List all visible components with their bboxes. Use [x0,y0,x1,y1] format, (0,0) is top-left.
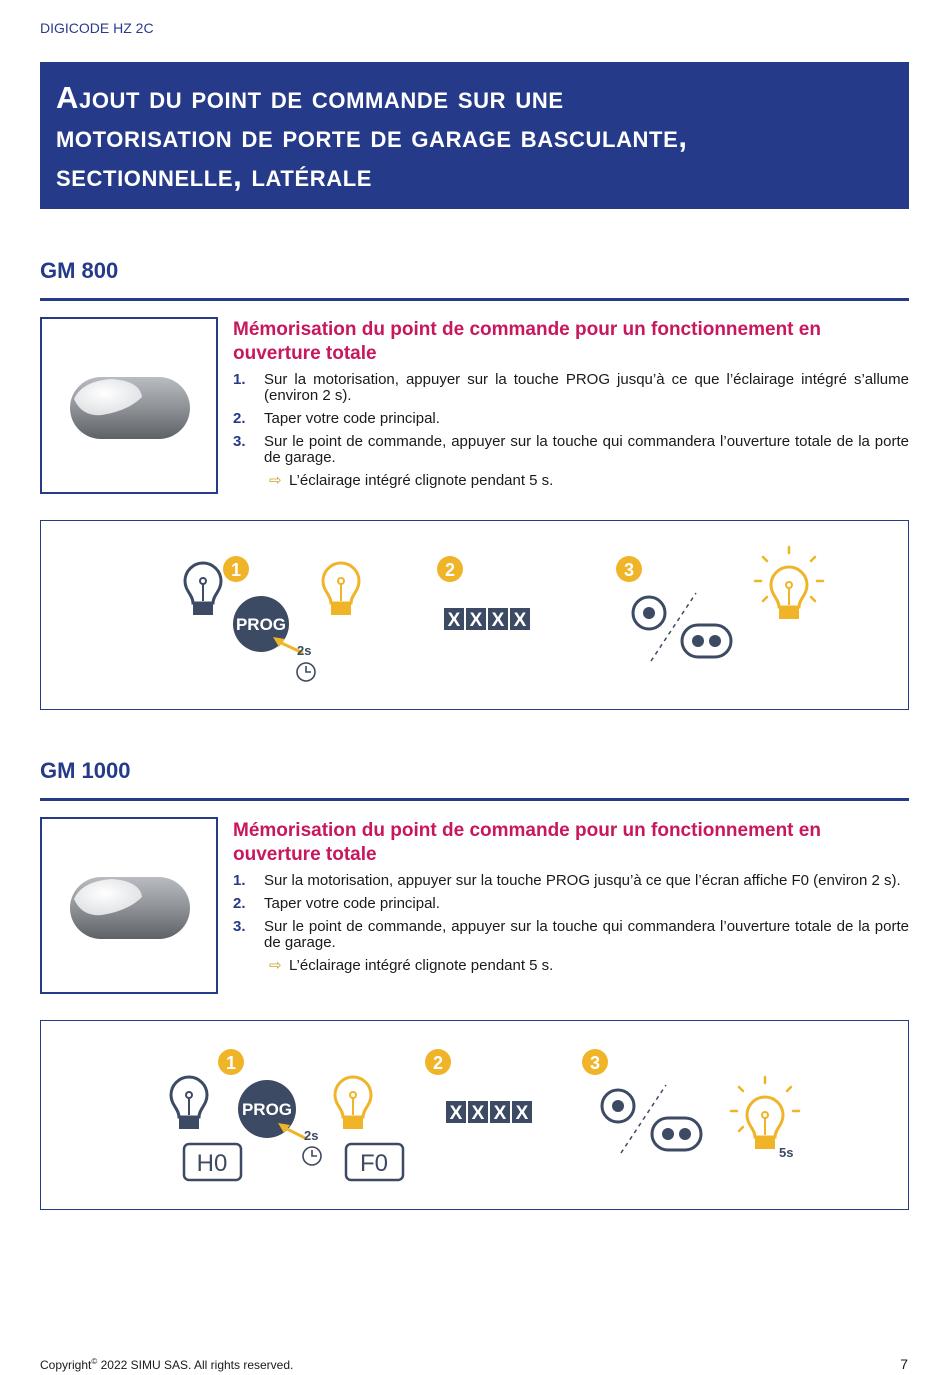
duration-label: 2s [297,643,312,658]
svg-text:X: X [447,610,461,631]
arrow-right-icon: ⇨ [269,472,282,489]
bulb-on-icon [335,1077,371,1129]
procedure-diagram [40,1020,909,1210]
section-divider [40,298,909,301]
document-header: DIGICODE HZ 2C [40,20,154,36]
step-badge-1 [223,556,249,582]
prog-button-icon [238,1080,305,1138]
copyright: Copyright© 2022 SIMU SAS. All rights reserved. [40,1357,294,1372]
blink-duration-label: 5s [779,1145,794,1160]
list-item: 2. Taper votre code principal. [233,410,440,427]
section-title: GM 800 [40,258,119,283]
instruction-block [233,819,909,974]
bulb-blinking-icon [755,547,823,619]
display-before [184,1144,241,1180]
step-badge-3 [616,556,642,582]
page-number: 7 [900,1356,908,1372]
svg-text:PROG: PROG [241,1100,293,1119]
svg-text:X: X [515,1103,529,1124]
svg-text:3: 3 [589,1053,601,1073]
single-button-icon [602,1090,634,1122]
double-button-icon [652,1118,701,1150]
chapter-banner [40,62,909,209]
bulb-off-icon [171,1077,207,1129]
svg-text:F0: F0 [359,1150,389,1177]
svg-text:X: X [513,610,527,631]
instruction-heading: Mémorisation du point de commande pour un fonctionnement en ouverture totale [233,319,821,364]
instruction-heading: Mémorisation du point de commande pour un fonctionnement en ouverture totale [233,820,821,865]
list-item: 1. Sur la motorisation, appuyer sur la touche PROG jusqu’à ce que l’écran affiche F0 (environ 2 s). [233,872,901,889]
svg-text:X: X [471,1103,485,1124]
banner-line: sectionnelle, latérale [56,158,373,193]
step-badge-2 [425,1049,451,1075]
result-note: ⇨ L’éclairage intégré clignote pendant 5 s. [269,472,554,489]
step-badge-2 [437,556,463,582]
keypad-photo [40,317,218,494]
svg-text:X: X [469,610,483,631]
clock-icon [297,663,315,681]
result-note: ⇨ L’éclairage intégré clignote pendant 5 s. [269,957,554,974]
list-item: 1. Sur la motorisation, appuyer sur la touche PROG jusqu’à ce que l’éclairage intégré s’allume (environ 2 s). [233,371,909,404]
clock-icon [303,1147,321,1165]
svg-text:X: X [449,1103,463,1124]
svg-text:2: 2 [432,1053,444,1073]
code-keys [446,1101,532,1124]
svg-text:X: X [491,610,505,631]
arrow-right-icon: ⇨ [269,957,282,974]
double-button-icon [682,625,731,657]
list-item: 2. Taper votre code principal. [233,895,440,912]
svg-text:1: 1 [230,560,242,580]
duration-label: 2s [304,1128,319,1143]
svg-text:H0: H0 [196,1150,228,1177]
section-divider [40,798,909,801]
banner-line: Ajout du point de commande sur une [56,80,564,115]
svg-text:2: 2 [444,560,456,580]
section-title: GM 1000 [40,758,131,783]
prog-button-icon [233,596,303,653]
list-item: 3. Sur le point de commande, appuyer sur la touche qui commandera l’ouverture totale de la porte de garage. [233,433,909,466]
list-item: 3. Sur le point de commande, appuyer sur la touche qui commandera l’ouverture totale de la porte de garage. [233,918,909,951]
bulb-off-icon [185,563,221,615]
procedure-diagram [40,520,909,710]
keypad-photo [40,817,218,994]
svg-text:3: 3 [623,560,635,580]
bulb-blinking-icon [731,1077,799,1149]
code-keys [444,608,530,631]
bulb-on-icon [323,563,359,615]
step-badge-3 [582,1049,608,1075]
svg-text:PROG: PROG [235,615,287,634]
svg-text:1: 1 [225,1053,237,1073]
step-badge-1 [218,1049,244,1075]
single-button-icon [633,597,665,629]
banner-line: motorisation de porte de garage basculante, [56,119,688,154]
display-after [346,1144,403,1180]
svg-text:X: X [493,1103,507,1124]
instruction-block [233,318,909,489]
